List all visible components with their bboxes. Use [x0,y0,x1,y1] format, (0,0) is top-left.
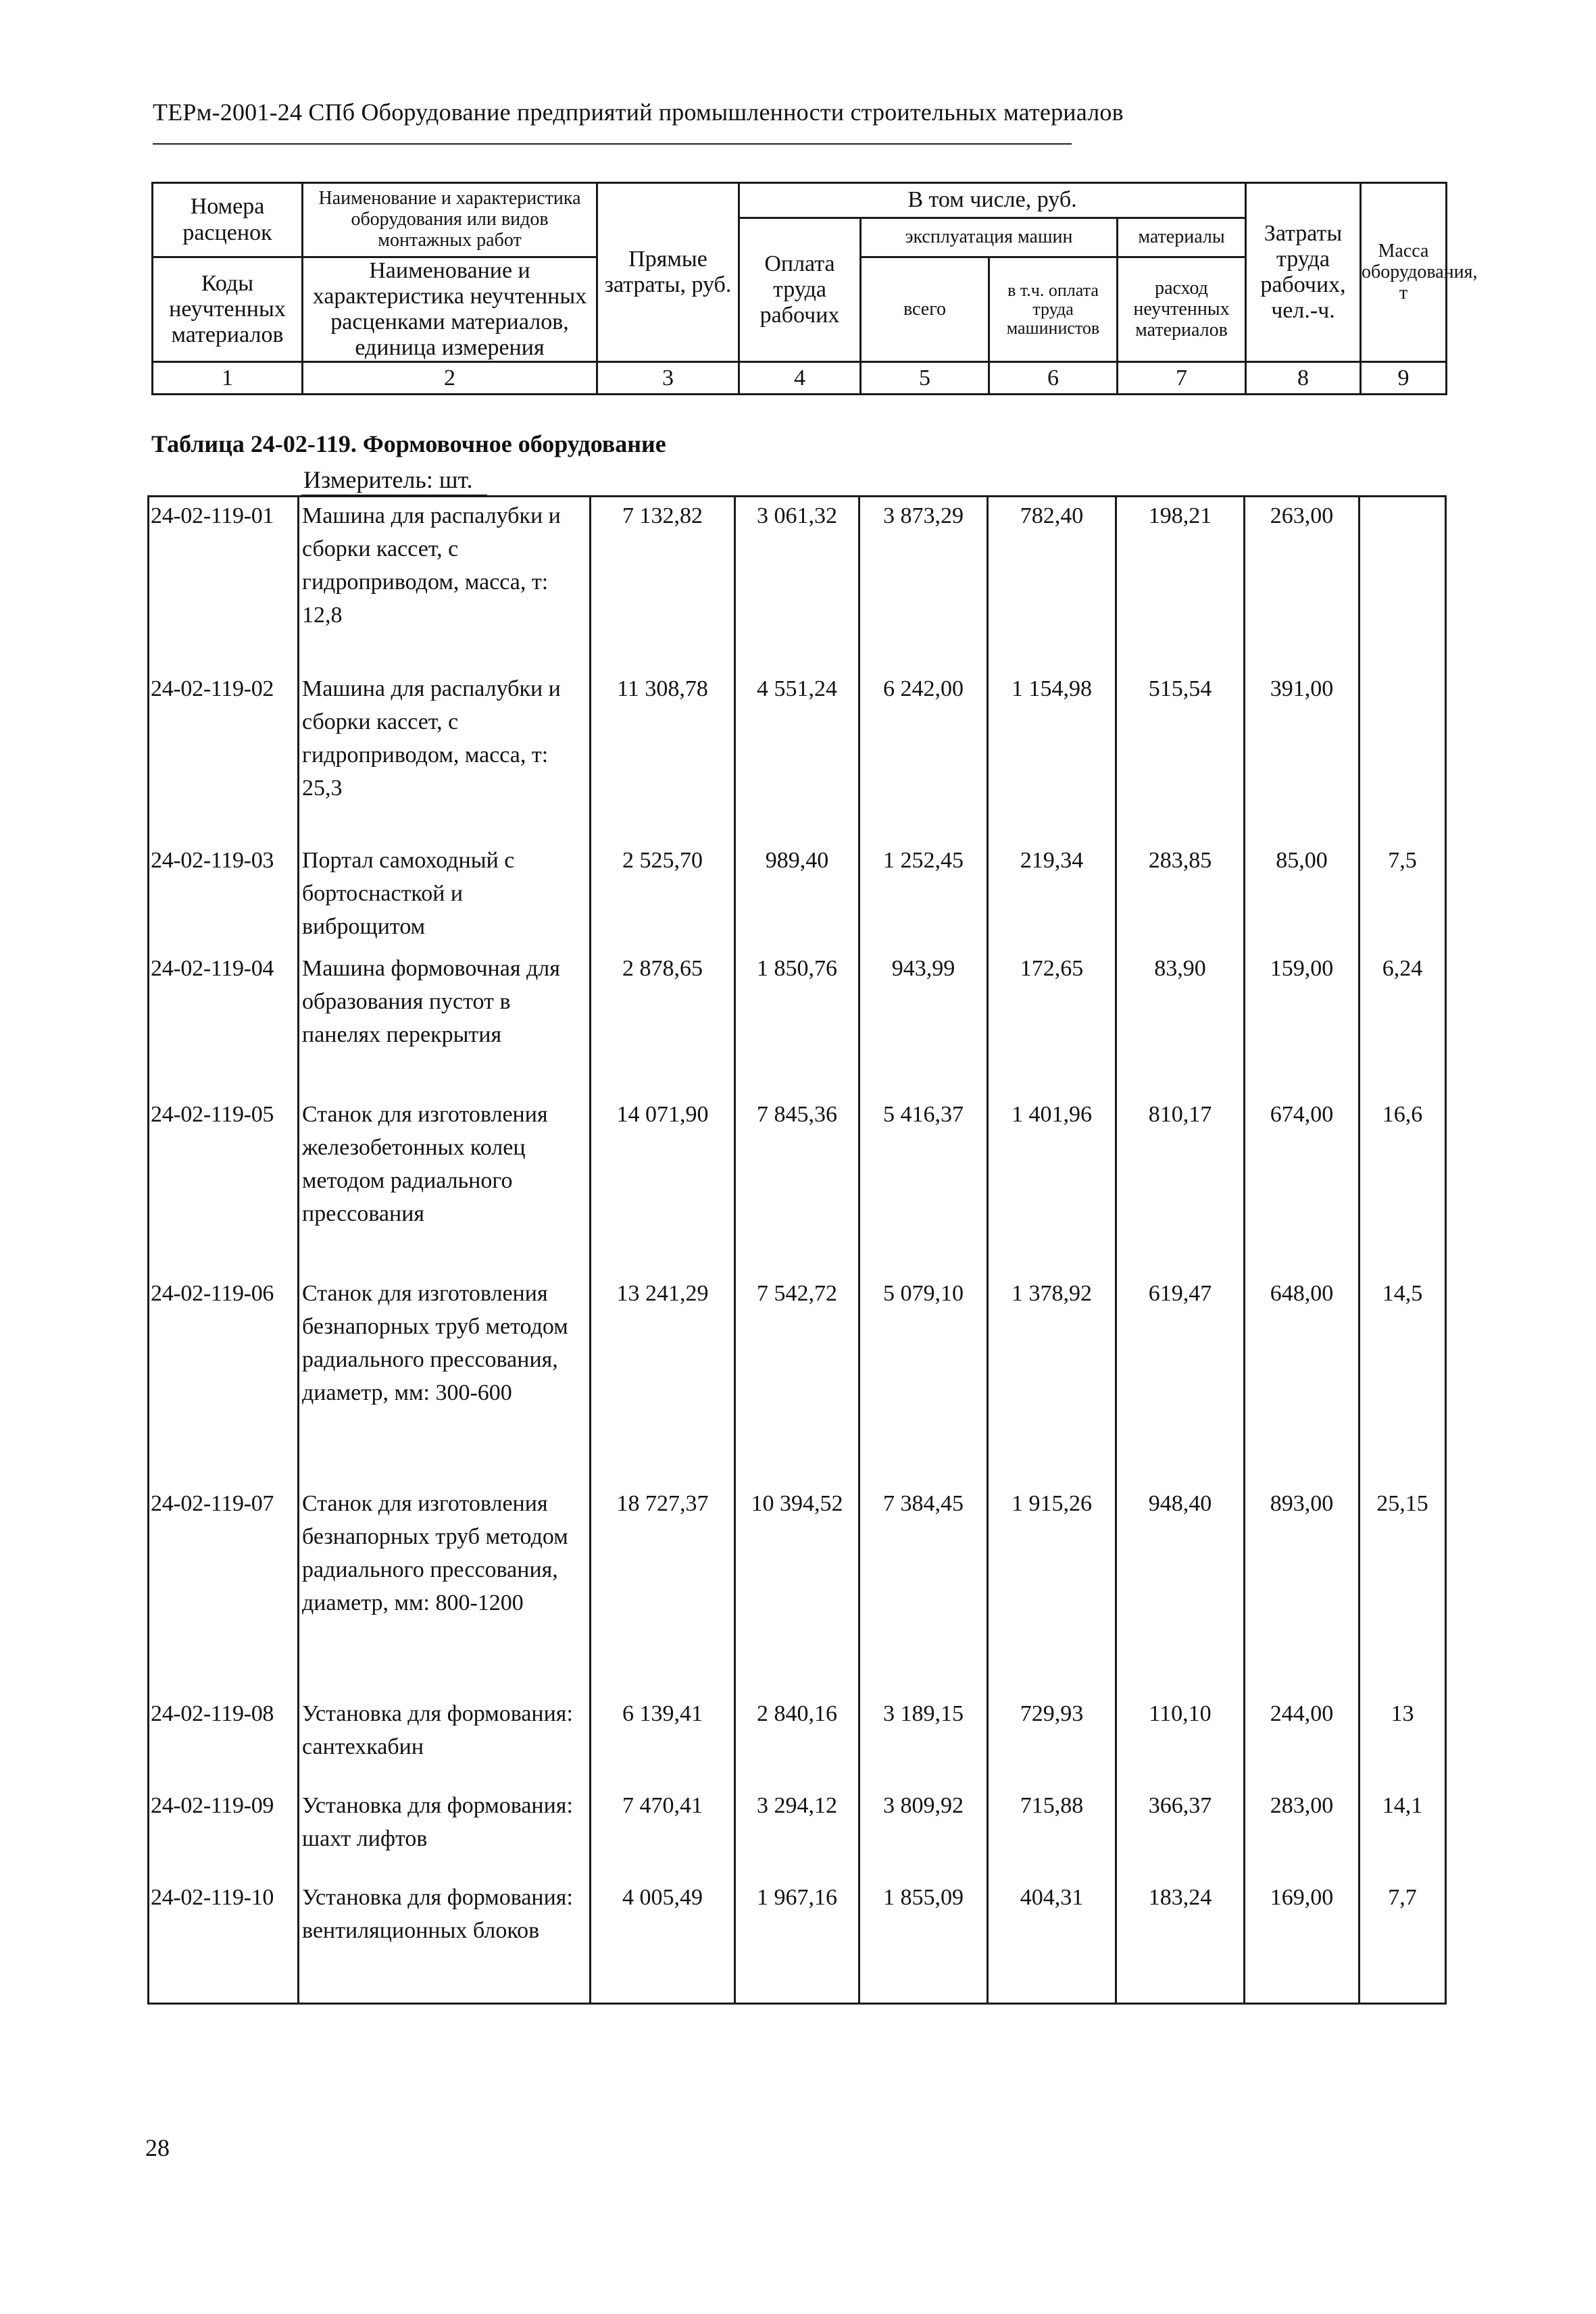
cell-rate-code: 24-02-119-07 [149,1485,299,1695]
cell-materials-cost: 110,10 [1116,1695,1245,1787]
header-materials: материалы [1118,218,1246,257]
cell-machine-total: 3 809,92 [859,1787,988,1879]
cell-direct-costs: 7 470,41 [591,1787,735,1879]
cell-rate-code: 24-02-119-09 [149,1787,299,1879]
cell-equipment-mass: 16,6 [1360,1096,1446,1275]
table-row [149,497,1446,670]
table-row [149,1879,1446,2004]
cell-equipment-mass: 13 [1360,1695,1446,1787]
header-machine-operation: эксплуатация машин [861,218,1118,257]
cell-work-name: Установка для формования: вентиляционных блоков [299,1879,591,2004]
cell-direct-costs: 2 525,70 [591,842,735,950]
column-number: 2 [303,362,597,395]
header-including: В том числе, руб. [739,183,1246,218]
cell-materials-cost: 619,47 [1116,1275,1245,1485]
cell-materials-cost: 183,24 [1116,1879,1245,2004]
page-header: ТЕРм-2001-24 СПб Оборудование предприятий промышленности строительных материалов [153,99,1124,126]
cell-materials-cost: 515,54 [1116,670,1245,842]
cell-machine-total: 5 416,37 [859,1096,988,1275]
cell-direct-costs: 11 308,78 [591,670,735,842]
cell-labor-hours: 283,00 [1245,1787,1360,1879]
cell-rate-code: 24-02-119-03 [149,842,299,950]
cell-rate-code: 24-02-119-10 [149,1879,299,2004]
cell-work-name: Машина формовочная для образования пустот в панелях перекрытия [299,950,591,1096]
cell-direct-costs: 18 727,37 [591,1485,735,1695]
cell-materials-cost: 366,37 [1116,1787,1245,1879]
cell-work-name: Станок для изготовления безнапорных труб методом радиального прессования, диаметр, мм: 300-600 [299,1275,591,1485]
cell-labor-hours: 159,00 [1245,950,1360,1096]
header-rate-number: Номера расценок [153,183,303,257]
cell-direct-costs: 13 241,29 [591,1275,735,1485]
cell-worker-pay: 1 967,16 [735,1879,859,2004]
cell-equipment-mass: 25,15 [1360,1485,1446,1695]
cell-labor-hours: 893,00 [1245,1485,1360,1695]
cell-labor-hours: 674,00 [1245,1096,1360,1275]
header-direct-costs: Прямые затраты, руб. [597,183,739,362]
header-material-name: Наименование и характеристика неучтенных расценками материалов, единица измерения [303,257,597,362]
column-number: 9 [1361,362,1447,395]
table-row [149,1275,1446,1485]
header-machine-total: всего [861,257,989,362]
table-title: Таблица 24-02-119. Формовочное оборудование [151,430,666,457]
cell-labor-hours: 85,00 [1245,842,1360,950]
cell-rate-code: 24-02-119-05 [149,1096,299,1275]
table-row [149,1485,1446,1695]
cell-worker-pay: 2 840,16 [735,1695,859,1787]
cell-labor-hours: 169,00 [1245,1879,1360,2004]
header-unaccounted-codes: Коды неучтенных материалов [153,257,303,362]
cell-worker-pay: 10 394,52 [735,1485,859,1695]
table-unit: Измеритель: шт. [303,466,473,493]
cell-machinist-pay: 404,31 [988,1879,1116,2004]
cell-equipment-mass: 7,7 [1360,1879,1446,2004]
cell-work-name: Портал самоходный с бортоснасткой и виброщитом [299,842,591,950]
cell-rate-code: 24-02-119-08 [149,1695,299,1787]
table-row [149,1695,1446,1787]
cell-materials-cost: 83,90 [1116,950,1245,1096]
cell-equipment-mass [1360,497,1446,670]
cell-machine-total: 3 189,15 [859,1695,988,1787]
cell-machinist-pay: 1 915,26 [988,1485,1116,1695]
cell-direct-costs: 6 139,41 [591,1695,735,1787]
cell-machine-total: 1 855,09 [859,1879,988,2004]
cell-equipment-mass: 6,24 [1360,950,1446,1096]
cell-worker-pay: 3 061,32 [735,497,859,670]
table-row [149,1096,1446,1275]
table-row [149,1787,1446,1879]
header-equipment-mass: Масса оборудования, т [1361,183,1447,362]
cell-work-name: Машина для распалубки и сборки кассет, с гидроприводом, масса, т: 12,8 [299,497,591,670]
cell-direct-costs: 4 005,49 [591,1879,735,2004]
cell-machine-total: 943,99 [859,950,988,1096]
cell-equipment-mass [1360,670,1446,842]
cell-machinist-pay: 1 378,92 [988,1275,1116,1485]
column-number: 3 [597,362,739,395]
cell-materials-cost: 948,40 [1116,1485,1245,1695]
cell-equipment-mass: 14,5 [1360,1275,1446,1485]
table-row [149,842,1446,950]
cell-rate-code: 24-02-119-06 [149,1275,299,1485]
cell-worker-pay: 7 542,72 [735,1275,859,1485]
cell-machine-total: 1 252,45 [859,842,988,950]
cell-labor-hours: 391,00 [1245,670,1360,842]
cell-materials-cost: 198,21 [1116,497,1245,670]
cell-work-name: Установка для формования: шахт лифтов [299,1787,591,1879]
cell-work-name: Машина для распалубки и сборки кассет, с гидроприводом, масса, т: 25,3 [299,670,591,842]
cell-machinist-pay: 219,34 [988,842,1116,950]
cell-materials-cost: 810,17 [1116,1096,1245,1275]
cell-worker-pay: 4 551,24 [735,670,859,842]
cell-work-name: Станок для изготовления железобетонных колец методом радиального прессования [299,1096,591,1275]
cell-machinist-pay: 782,40 [988,497,1116,670]
column-number: 1 [153,362,303,395]
column-number: 5 [861,362,989,395]
column-header-table [151,182,1478,395]
cell-work-name: Станок для изготовления безнапорных труб методом радиального прессования, диаметр, мм: 800-1200 [299,1485,591,1695]
rates-table [147,495,1447,2005]
header-machinist-pay: в т.ч. оплата труда машинистов [989,257,1118,362]
header-labor-hours: Затраты труда рабочих, чел.-ч. [1246,183,1361,362]
page-number: 28 [145,2134,170,2161]
cell-machinist-pay: 1 154,98 [988,670,1116,842]
column-number: 6 [989,362,1118,395]
cell-equipment-mass: 7,5 [1360,842,1446,950]
cell-direct-costs: 7 132,82 [591,497,735,670]
cell-materials-cost: 283,85 [1116,842,1245,950]
cell-labor-hours: 648,00 [1245,1275,1360,1485]
table-row [149,950,1446,1096]
cell-machinist-pay: 729,93 [988,1695,1116,1787]
cell-machine-total: 7 384,45 [859,1485,988,1695]
cell-labor-hours: 263,00 [1245,497,1360,670]
column-number: 4 [739,362,861,395]
header-work-name: Наименование и характеристика оборудования или видов монтажных работ [303,183,597,257]
cell-rate-code: 24-02-119-04 [149,950,299,1096]
cell-machine-total: 5 079,10 [859,1275,988,1485]
cell-rate-code: 24-02-119-01 [149,497,299,670]
column-number: 7 [1118,362,1246,395]
cell-direct-costs: 14 071,90 [591,1096,735,1275]
cell-work-name: Установка для формования: сантехкабин [299,1695,591,1787]
header-unaccounted-materials: расход неучтенных материалов [1118,257,1246,362]
cell-worker-pay: 1 850,76 [735,950,859,1096]
column-number: 8 [1246,362,1361,395]
cell-machine-total: 3 873,29 [859,497,988,670]
cell-machinist-pay: 1 401,96 [988,1096,1116,1275]
cell-rate-code: 24-02-119-02 [149,670,299,842]
cell-labor-hours: 244,00 [1245,1695,1360,1787]
header-rule [153,143,1072,145]
cell-machinist-pay: 172,65 [988,950,1116,1096]
table-row [149,670,1446,842]
cell-equipment-mass: 14,1 [1360,1787,1446,1879]
cell-worker-pay: 7 845,36 [735,1096,859,1275]
header-worker-pay: Оплата труда рабочих [739,218,861,362]
cell-worker-pay: 3 294,12 [735,1787,859,1879]
cell-machine-total: 6 242,00 [859,670,988,842]
cell-worker-pay: 989,40 [735,842,859,950]
cell-machinist-pay: 715,88 [988,1787,1116,1879]
cell-direct-costs: 2 878,65 [591,950,735,1096]
